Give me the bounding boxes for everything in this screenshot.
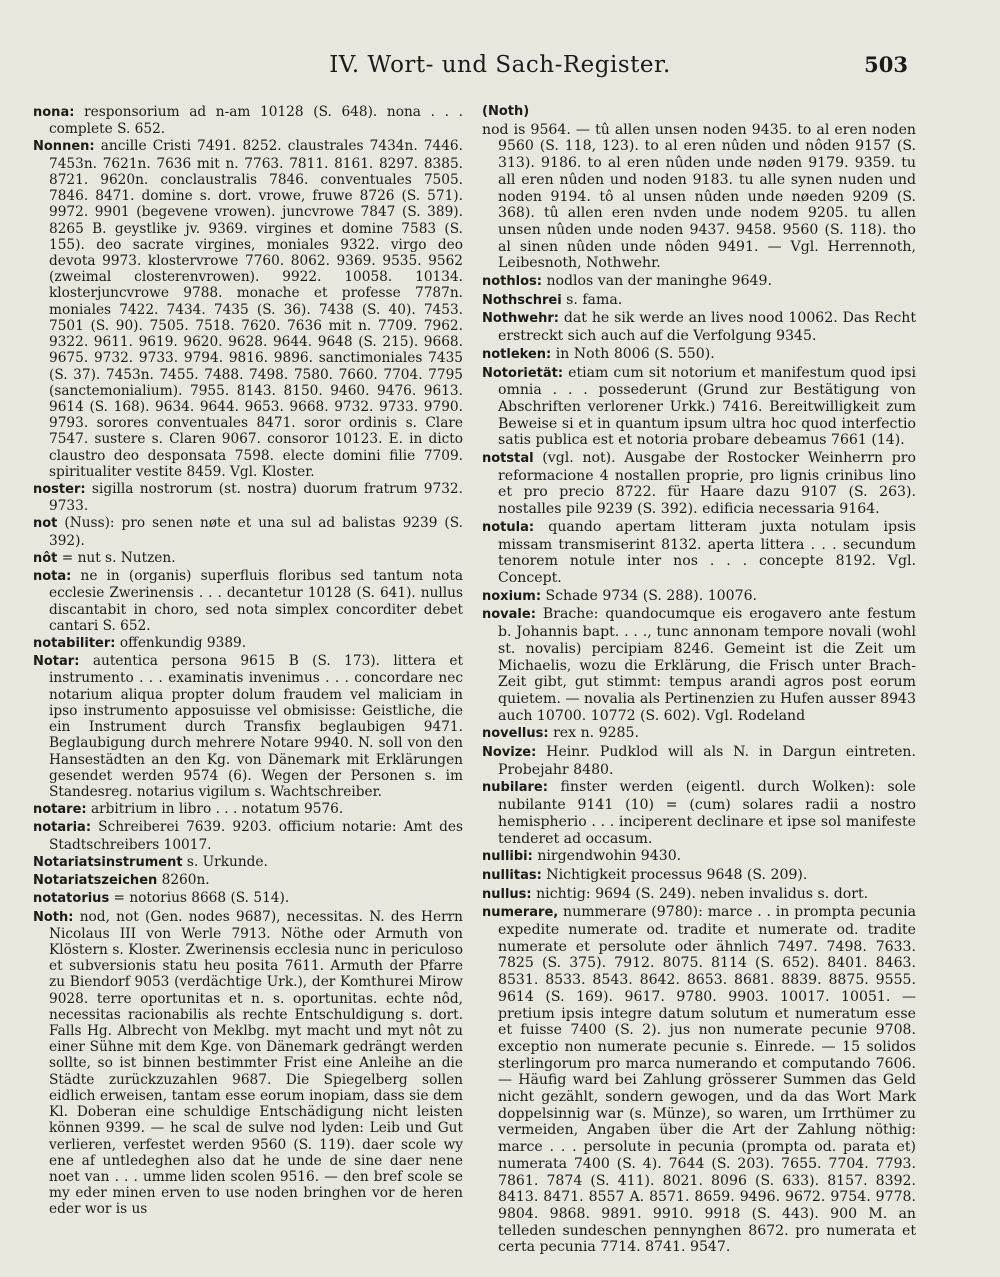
continued-heading: (Noth) <box>482 104 530 119</box>
entry-text: Heinr. Pudklod will als N. in Dargun eintreten. Probejahr 8480. <box>498 744 916 778</box>
page-header <box>0 52 1000 86</box>
entry-headword: noster: <box>33 482 86 498</box>
entry-text: nummerare (9780): marce . . in prompta pecunia expedite numerate od. tradite et numerate od. tradite numerate et persolute oder ähnlich 7497. 7498. 7633. 7825 (S. 375). 7912. 8075. 8114 (S. 652). 8401. 8463. 8531. 8533. 8543. 8642. 8653. 8681. 8839. 8875. 9555. 9614 (S. 169). 9617. 9780. 9903. 10017. 10051. — pretium ipsis integre datum solutum et numeratum esse et fuisse 7400 (S. 2). jus non numerate pecunie 9708. exceptio non numerate pecunie s. Einrede. — 15 solidos sterlingorum pro marca numerando et computando 7606. — Häufig ward bei Zahlung grösserer Summen das Geld nicht gezählt, sondern gewogen, und da das Wort Mark doppelsinnig war (s. Münze), so waren, um Irrthümer zu vermeiden, Angaben über die Art der Zahlung nöthig: marce . . . persolute in pecunia (prompta od. parata et) numerata 7400 (S. 4). 7644 (S. 203). 7655. 7704. 7793. 7861. 7874 (S. 411). 8021. 8096 (S. 633). 8157. 8392. 8413. 8471. 8557 A. 8571. 8659. 9496. 9672. 9754. 9778. 9804. 9868. 9891. 9910. 9918 (S. 443). 900 M. an telleden sundeschen pennynghen 8672. pro numerata et certa pecunia 7714. 8741. 9547. <box>498 904 916 1256</box>
register-entry <box>33 568 463 634</box>
entry-headword: notleken: <box>482 346 552 362</box>
running-title: IV. Wort- und Sach-Register. <box>329 52 671 78</box>
register-entry <box>482 519 916 587</box>
entry-text: = nut s. Nutzen. <box>57 549 176 566</box>
entry-headword: Notariatszeichen <box>33 873 158 889</box>
entry-headword: Nonnen: <box>33 139 95 155</box>
right-entries <box>482 273 916 1256</box>
register-entry <box>33 138 463 480</box>
entry-text: Brache: quandocumque eis erogavero ante festum b. Johannis bapt. . . ., tunc annonam tempore novali (wohl st. novalis) percipiam 8246. Gemeint ist die Zeit um Michaelis, wozu die Erklärung, die Frisch unter Brach-Zeit gibt, gut stimmt: tempus arandi agros post eorum quietem. — novalia als Pertinenzien zu Hufen ausser 8943 auch 10700. 10772 (S. 602). Vgl. Rodeland <box>498 606 916 724</box>
entry-headword: notaria: <box>33 820 92 836</box>
entry-text: autentica persona 9615 B (S. 173). littera et instrumento . . . examinatis invenimus . . . concordare nec notarium aliqua propter dolum fraudem vel maliciam in ipso instrumento apposuisse vel obmisisse: Geistliche, die ein Instrument durch Transfix beglaubigen 9471. Beglaubigung durch mehrere Notare 9940. N. soll von den Hansestädten an den Kg. von Dänemark mit Erklärungen gesendet werden 9574 (6). Wegen der Personen s. im Standesreg. notarius vigilum s. Wachtschreiber. <box>49 653 463 800</box>
entry-text: offenkundig 9389. <box>115 635 247 651</box>
entry-text: in Noth 8006 (S. 550). <box>551 345 715 362</box>
entry-headword: nona: <box>33 105 75 120</box>
entry-headword: nubilare: <box>482 780 548 796</box>
entry-headword: nothlos: <box>482 274 542 290</box>
continued-entry-text: nod is 9564. — tû allen unsen noden 9435. to al eren noden 9560 (S. 118, 123). to al eren nûden und nôden 9157 (S. 313). 9186. to al eren nûden unde nøden 9179. 9359. tu all eren nûden und noden 9183. tu alle synen nuden und noden 9194. tô al unsen nûden unde nøeden 9209 (S. 368). tû allen eren nvden unde nodem 9205. tu allen unsen nûden unde noden 9437. 9458. 9560 (S. 118). tho al sinen nûden unde nôden 9491. — Vgl. Herrennoth, Leibesnoth, Nothwehr. <box>482 121 916 272</box>
entry-text: sigilla nostrorum (st. nostra) duorum fratrum 9732. 9733. <box>49 481 463 515</box>
entry-headword: Notorietät: <box>482 365 564 381</box>
entry-text: etiam cum sit notorium et manifestum quod ipsi omnia . . . possederunt (Grund zur Bestätigung von Abschriften verlorener Urkk.) 7416. Bereitwilligkeit zum Beweise si et in quantum ipsum ultra hoc quod interfectio satis publica est et notoria probare debeamus 7661 (14). <box>498 364 916 449</box>
register-entry <box>482 779 916 847</box>
right-column <box>482 104 916 1257</box>
entry-headword: Noth: <box>33 909 74 925</box>
register-entry <box>33 653 463 800</box>
entry-text: (Nuss): pro senen nøte et una sul ad balistas 9239 (S. 392). <box>49 515 463 549</box>
entry-text: rex n. 9285. <box>548 725 639 742</box>
entry-text: = notorius 8668 (S. 514). <box>109 890 290 907</box>
register-entry <box>33 909 463 1218</box>
entry-headword: Notariatsinstrument <box>33 854 183 870</box>
entry-headword: notabiliter: <box>33 636 116 651</box>
register-entry <box>482 725 916 743</box>
entry-headword: notula: <box>482 519 535 535</box>
entry-headword: notatorius <box>33 891 110 907</box>
entry-text: nichtig: 9694 (S. 249). neben invalidus s. dort. <box>531 885 869 902</box>
entry-headword: novellus: <box>482 726 549 742</box>
register-entry <box>482 886 916 904</box>
register-entry <box>33 515 463 548</box>
register-entry <box>33 801 463 818</box>
entry-headword: nota: <box>33 569 72 585</box>
entry-text: Schade 9734 (S. 288). 10076. <box>541 587 758 604</box>
entry-text: arbitrium in libro . . . notatum 9576. <box>86 801 344 818</box>
register-entry <box>482 606 916 724</box>
register-entry <box>482 450 916 518</box>
register-entry <box>33 872 463 889</box>
entry-headword: novale: <box>482 607 536 623</box>
entry-headword: Nothschrei <box>482 292 562 308</box>
entry-headword: Novize: <box>482 745 537 761</box>
register-entry <box>482 848 916 866</box>
entry-headword: not <box>33 516 58 532</box>
entry-text: s. Urkunde. <box>182 853 268 870</box>
entry-text: nodlos van der maninghe 9649. <box>541 273 772 290</box>
entry-text: Nichtigkeit processus 9648 (S. 209). <box>541 866 808 883</box>
register-entry <box>482 867 916 885</box>
entry-text: nod, not (Gen. nodes 9687), necessitas. N. des Herrn Nicolaus III von Werle 7913. Nöthe oder Armuth von Klöstern s. Kloster. Zwerinensis ecclesia nunc in periculoso et subversionis statu heu posita 7611. Armuth der Pfarre zu Biendorf 9053 (verdächtige Urk.), der Komthurei Mirow 9028. terre oportunitas et n. s. oportunitas. echte nôd, necessitas racionabilis als rechte Entschuldigung s. dort. Falls Hg. Albrecht von Meklbg. myt macht und myt nôt zu einer Sühne mit dem Kge. von Dänemark gedrängt werden sollte, so ist binnen bestimmter Frist eine Anleihe an die Städte zurückzuzahlen 9687. Die Spiegelberg sollen eidlich erweisen, tantam esse eorum inopiam, dass sie dem Kl. Doberan eine schuldige Entschädigung nicht leisten können 9399. — he scal de sulve nod lyden: Leib und Gut verlieren, verfestet werden 9560 (S. 119). daer scole wy ene af untledeghen also dat he unde de sine daer nene noet van . . . umme liden scolen 9516. — den bref scole se my eder minen erven to use noden bringhen vor de heren eder wor is us <box>49 908 463 1218</box>
entry-headword: numerare, <box>482 905 559 921</box>
page-number: 503 <box>864 52 908 77</box>
entry-headword: notare: <box>33 802 87 818</box>
entry-headword: nullitas: <box>482 867 542 883</box>
register-entry <box>33 635 463 652</box>
entry-headword: nôt <box>33 550 58 566</box>
register-entry <box>482 365 916 450</box>
left-column <box>33 104 463 1219</box>
register-entry <box>482 273 916 291</box>
entry-text: ancille Cristi 7491. 8252. claustrales 7434n. 7446. 7453n. 7621n. 7636 mit n. 7763. 7811. 8161. 8297. 8385. 8721. 9620n. conclaustralis 7846. conventuales 7505. 7846. 8471. domine s. dort. vrowe, fruwe 8726 (S. 571). 9972. 9901 (begevene vrowen). juncvrowe 7847 (S. 389). 8265 B. geystlike jv. 9369. virgines et domine 7583 (S. 155). deo sacrate virgines, moniales 9322. virgo deo devota 9973. klostervrowe 7760. 8062. 9369. 9535. 9562 (zweimal closterenvrowen). 9922. 10058. 10134. klosterjuncvrowe 9788. monache et professe 7787n. moniales 7422. 7434. 7435 (S. 36). 7438 (S. 40). 7453. 7501 (S. 90). 7505. 7518. 7620. 7636 mit n. 7709. 7962. 9322. 9611. 9619. 9620. 9628. 9644. 9648 (S. 215). 9668. 9675. 9732. 9733. 9794. 9816. 9896. sanctimoniales 7435 (S. 37). 7453n. 7455. 7488. 7498. 7580. 7660. 7704. 7795 (sanctemonialium). 7955. 8143. 8150. 9460. 9476. 9613. 9614 (S. 168). 9634. 9644. 9653. 9668. 9732. 9733. 9790. 9793. sorores conventuales 8471. soror ordinis s. Clare 7547. sustere s. Claren 9067. consoror 10123. E. in dicto claustro deo desponsata 7598. electe domini filie 7709. spiritualiter vestite 8459. Vgl. Kloster. <box>49 138 463 480</box>
entry-text: quando apertam litteram juxta notulam ipsis missam transmiserint 8132. aperta littera . . . secundum tenorem notule inter nos . . . concepte 8192. Vgl. Concept. <box>498 518 916 586</box>
register-entry <box>482 744 916 778</box>
entry-text: (vgl. not). Ausgabe der Rostocker Weinherrn pro reformacione 4 nostallen proprie, pro lignis crinibus lino et pro precio 8722. für Haare dazu 9107 (S. 263). nostalles pile 9239 (S. 392). edificia necessaria 9164. <box>498 450 916 518</box>
entry-text: dat he sik werde an lives nood 10062. Das Recht erstreckt sich auch auf die Verfolgung 9345. <box>498 310 916 345</box>
register-entry <box>482 292 916 310</box>
entry-text: ne in (organis) superfluis floribus sed tantum nota ecclesie Zwerinensis . . . decantetur 10128 (S. 641). nullus discantabit in choro, sed nota simplex concorditer debet cantari S. 652. <box>49 568 463 634</box>
entry-text: nirgendwohin 9430. <box>532 848 682 865</box>
entry-text: responsorium ad n-am 10128 (S. 648). nona . . . complete S. 652. <box>49 104 463 138</box>
entry-headword: noxium: <box>482 588 542 604</box>
register-entry <box>482 904 916 1256</box>
entry-text: Schreiberei 7639. 9203. officium notarie: Amt des Stadtschreibers 10017. <box>49 819 463 853</box>
register-entry <box>33 819 463 852</box>
entry-headword: nullus: <box>482 886 532 902</box>
register-entry <box>33 854 463 871</box>
entry-text: finster werden (eigentl. durch Wolken): sole nubilante 9141 (10) = (cum) solares radii a nostro hemispherio . . . inciperent declinare et ipse sol manifeste tenderet ad occasum. <box>498 779 916 847</box>
entry-headword: nullibi: <box>482 849 533 865</box>
register-entry <box>482 588 916 606</box>
register-entry <box>33 890 463 907</box>
register-entry <box>482 310 916 344</box>
register-entry <box>33 550 463 567</box>
register-entry <box>482 346 916 364</box>
entry-text: s. fama. <box>561 291 623 308</box>
register-entry <box>33 481 463 514</box>
entry-text: 8260n. <box>157 872 210 889</box>
entry-headword: Nothwehr: <box>482 311 559 327</box>
entry-headword: notstal <box>482 451 534 467</box>
register-entry <box>33 104 463 137</box>
entry-headword: Notar: <box>33 654 80 670</box>
